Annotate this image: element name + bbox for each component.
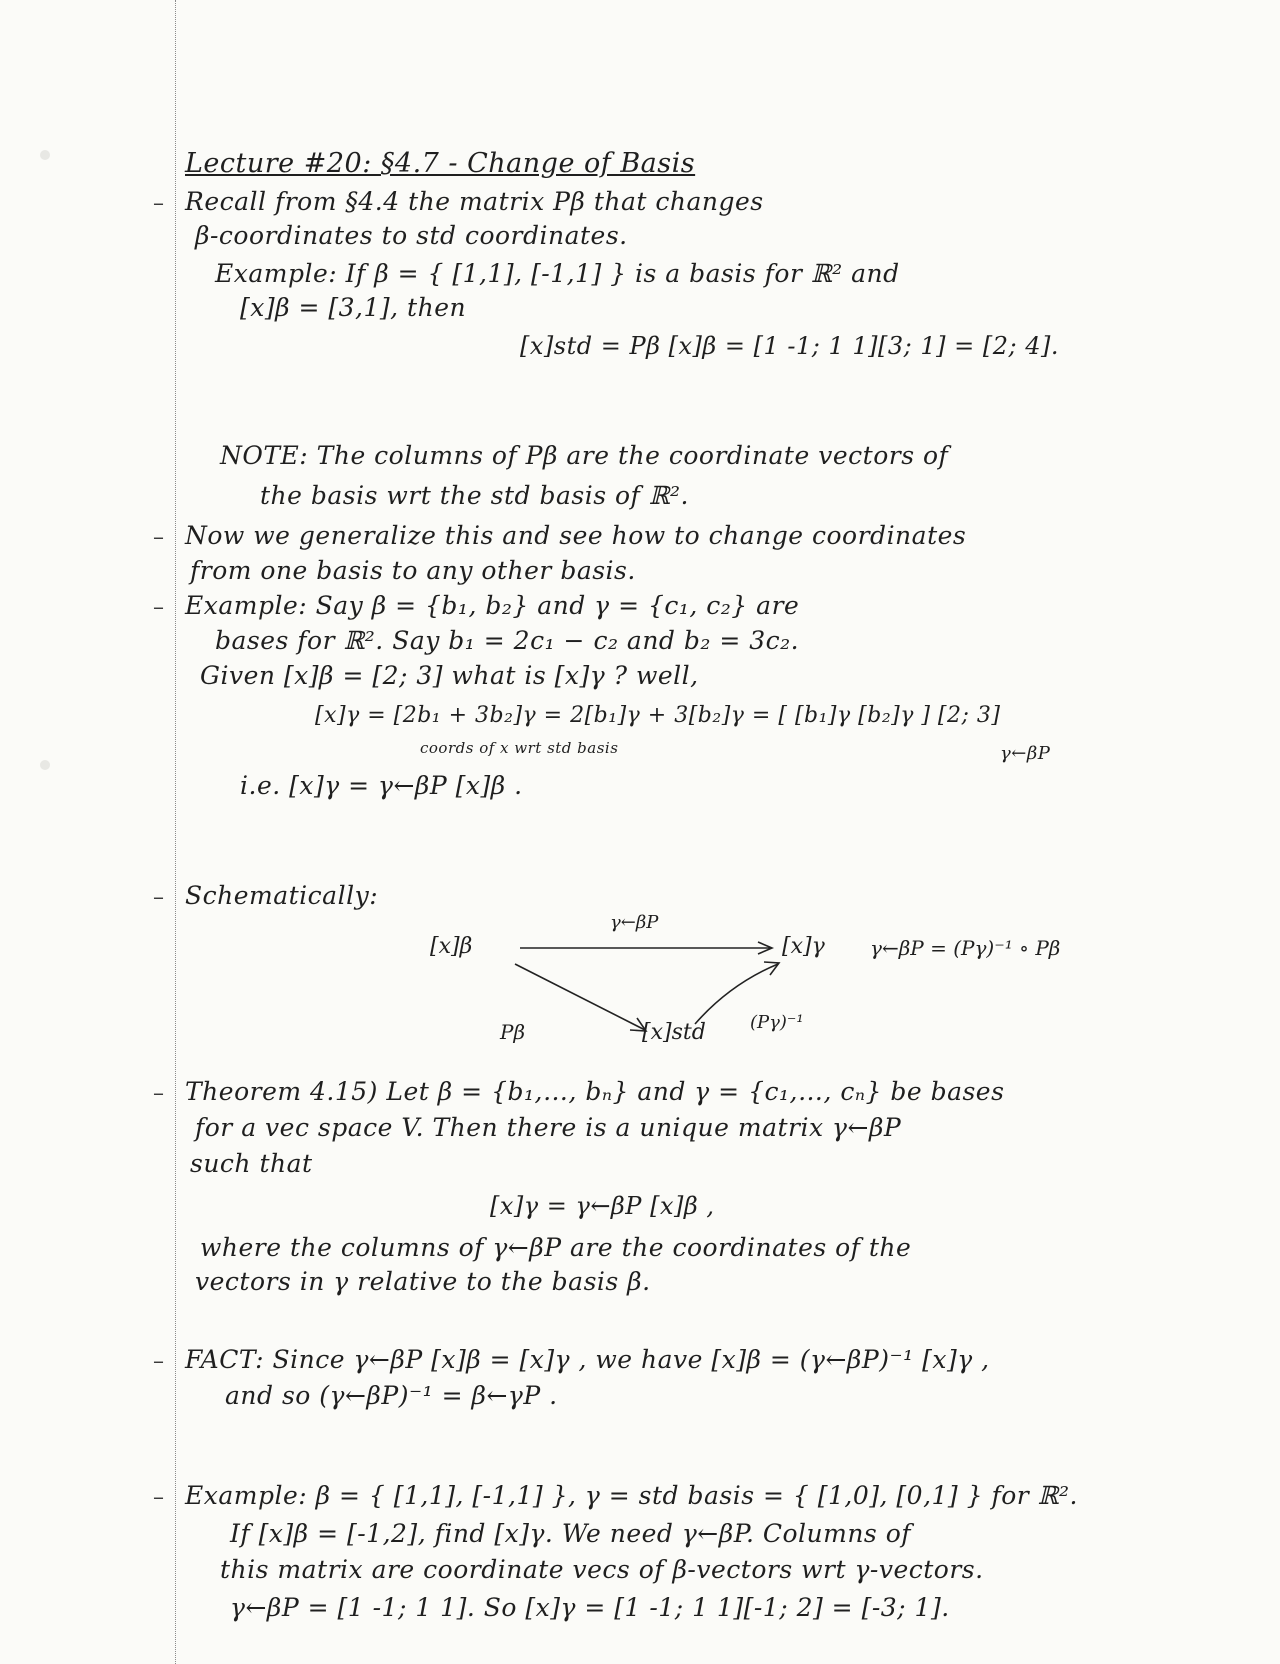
- example2-line-1: Example: Say β = {b₁, b₂} and γ = {c₁, c₂} are: [185, 591, 800, 620]
- diagram-node-x-std: [x]std: [642, 1020, 706, 1045]
- arrow-left: [515, 964, 645, 1030]
- bullet-dash: –: [153, 1349, 164, 1374]
- example2-underbrace-note: coords of x wrt std basis: [420, 739, 619, 757]
- fact-line-2: and so (γ←βP)⁻¹ = β←γP .: [225, 1381, 558, 1410]
- recall-line-1: Recall from §4.4 the matrix Pβ that changes: [185, 187, 764, 216]
- fact-line-1: FACT: Since γ←βP [x]β = [x]γ , we have [x]β = (γ←βP)⁻¹ [x]γ ,: [185, 1345, 990, 1374]
- punch-hole-mark: [40, 150, 50, 160]
- diagram-relation: γ←βP = (Pγ)⁻¹ ∘ Pβ: [870, 936, 1061, 960]
- change-of-basis-diagram: [430, 912, 1150, 1062]
- diagram-label-top: γ←βP: [610, 912, 659, 933]
- bullet-dash: –: [153, 525, 164, 550]
- punch-hole-mark: [40, 760, 50, 770]
- example3-line-4: γ←βP = [1 -1; 1 1]. So [x]γ = [1 -1; 1 1][-1; 2] = [-3; 1].: [230, 1593, 950, 1622]
- example2-line-3: Given [x]β = [2; 3] what is [x]γ ? well,: [200, 661, 699, 690]
- example3-line-2: If [x]β = [-1,2], find [x]γ. We need γ←βP. Columns of: [230, 1519, 912, 1548]
- margin-line: [175, 0, 176, 1664]
- recall-line-2: β-coordinates to std coordinates.: [195, 221, 628, 250]
- bullet-dash: –: [153, 595, 164, 620]
- diagram-label-right: (Pγ)⁻¹: [750, 1012, 804, 1033]
- bullet-dash: –: [153, 885, 164, 910]
- diagram-node-x-gamma: [x]γ: [782, 934, 825, 959]
- diagram-label-left: Pβ: [500, 1020, 526, 1044]
- bullet-dash: –: [153, 191, 164, 216]
- example2-brace-label: γ←βP: [1000, 743, 1051, 764]
- generalize-line-2: from one basis to any other basis.: [190, 556, 636, 585]
- example1-formula: [x]std = Pβ [x]β = [1 -1; 1 1][3; 1] = [2; 4].: [520, 332, 1059, 360]
- schematically-label: Schematically:: [185, 881, 379, 910]
- example1-line-2: [x]β = [3,1], then: [240, 293, 467, 322]
- theorem-line-2: for a vec space V. Then there is a unique matrix γ←βP: [195, 1113, 902, 1142]
- theorem-line-1: Theorem 4.15) Let β = {b₁,…, bₙ} and γ = {c₁,…, cₙ} be bases: [185, 1077, 1005, 1106]
- example3-line-3: this matrix are coordinate vecs of β-vectors wrt γ-vectors.: [220, 1555, 984, 1584]
- example2-ie-line: i.e. [x]γ = γ←βP [x]β .: [240, 771, 523, 800]
- lecture-title: Lecture #20: §4.7 - Change of Basis: [185, 148, 696, 179]
- generalize-line-1: Now we generalize this and see how to change coordinates: [185, 521, 967, 550]
- theorem-line-5: where the columns of γ←βP are the coordinates of the: [200, 1233, 912, 1262]
- theorem-line-6: vectors in γ relative to the basis β.: [195, 1267, 651, 1296]
- note-line-2: the basis wrt the std basis of ℝ².: [260, 481, 689, 510]
- example2-formula: [x]γ = [2b₁ + 3b₂]γ = 2[b₁]γ + 3[b₂]γ = [ [b₁]γ [b₂]γ ] [2; 3]: [315, 703, 1001, 728]
- bullet-dash: –: [153, 1081, 164, 1106]
- example1-line-1: Example: If β = { [1,1], [-1,1] } is a basis for ℝ² and: [215, 259, 900, 288]
- example3-line-1: Example: β = { [1,1], [-1,1] }, γ = std basis = { [1,0], [0,1] } for ℝ².: [185, 1481, 1078, 1510]
- example2-line-2: bases for ℝ². Say b₁ = 2c₁ − c₂ and b₂ = 3c₂.: [215, 626, 800, 655]
- bullet-dash: –: [153, 1485, 164, 1510]
- note-line-1: NOTE: The columns of Pβ are the coordinate vectors of: [220, 441, 949, 470]
- theorem-line-3: such that: [190, 1149, 313, 1178]
- theorem-formula: [x]γ = γ←βP [x]β ,: [490, 1192, 715, 1220]
- diagram-node-x-beta: [x]β: [430, 934, 473, 959]
